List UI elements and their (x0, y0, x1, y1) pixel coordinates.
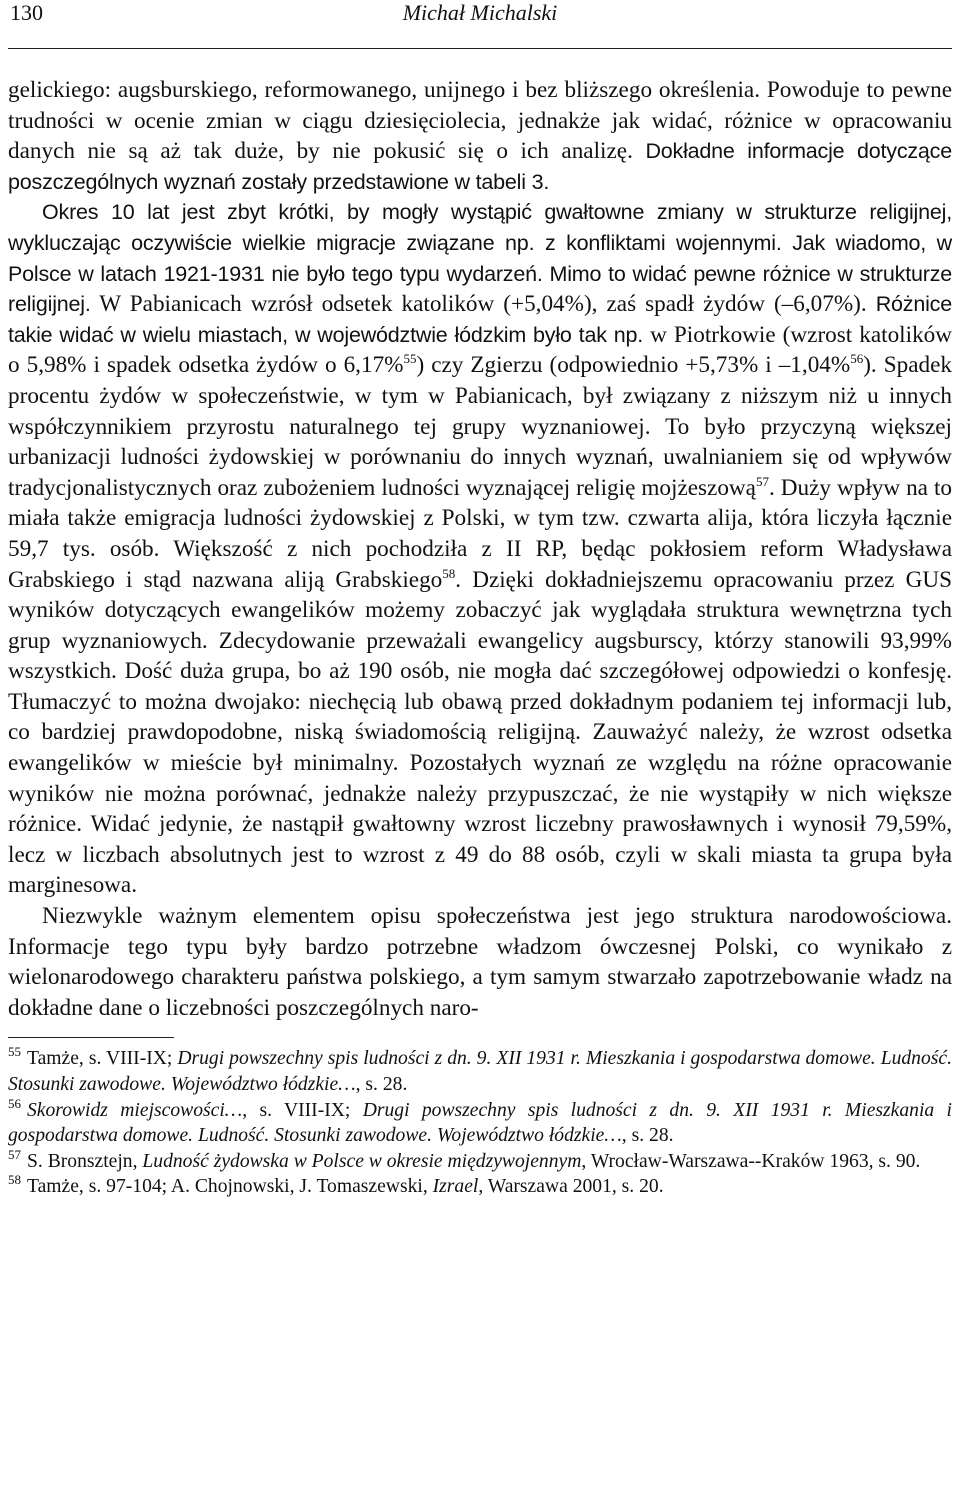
footnote-ref-56[interactable]: 56 (850, 351, 864, 367)
paragraph-2-text-g: . Duży wpływ na to miała także emigracja ludności żydowskiej z Polski, w tym tzw. czwarta alija, która liczyła łącznie 59,7 tys. osób. Większość z nich pochodziła z II RP, będąc pokłosiem reform Władysława Grabskiego i stąd nazwana aliją Grabskiego (8, 474, 952, 593)
paragraph-1 (8, 75, 952, 197)
footnote-text: , Warszawa 2001, s. 20. (478, 1176, 664, 1198)
footnote-mark: 55 (8, 1044, 21, 1060)
footnote-title: Drugi powszechny spis ludności z dn. 9. XII 1931 r. Mieszkania i gospodarstwa domowe. Ludność. Stosunki zawodowe. Województwo łódzkie… (8, 1099, 952, 1147)
footnote-title: Drugi powszechny spis ludności z dn. 9. XII 1931 r. Mieszkania i gospodarstwa domowe. Ludność. Stosunki zawodowe. Województwo łódzkie… (8, 1048, 952, 1095)
paragraph-3: Niezwykle ważnym elementem opisu społeczeństwa jest jego struktura narodowościowa. Informacje tego typu były bardzo potrzebne władzom ówczesnej Polski, co wynikało z wielonarodowego charakteru państwa polskiego, a tym samym stwarzało zapotrzebowanie władz na dokładne dane o liczebności poszczególnych naro- (8, 903, 952, 1021)
footnote-text: , s. 28. (355, 1074, 408, 1095)
footnote-title: Izrael (432, 1176, 479, 1198)
paragraph-2-text-d: w Piotrkowie (wzrost katolików o 5,98% i spadek odsetka żydów o 6,17% (8, 321, 952, 379)
footnote-ref-55[interactable]: 55 (403, 351, 417, 367)
footnote-mark: 56 (8, 1095, 21, 1111)
running-head-author: Michał Michalski (402, 0, 558, 25)
paragraph-1-text: gelickiego: augsburskiego, reformowanego, unijnego i bez bliższego określenia. Powoduje to pewne trudności w ocenie zmian w ciągu dziesięciolecia, jednakże jak widać, różnice w opracowaniu danych nie są aż tak duże, by nie pokusić się o ich analizę. (8, 77, 952, 165)
footnote-mark: 57 (8, 1146, 21, 1162)
footnote-text: , Wrocław-Warszawa--Kraków 1963, s. 90. (581, 1150, 921, 1172)
footnote-text: Tamże, s. VIII-IX; (27, 1048, 178, 1070)
paragraph-2-text-f: ). Spadek procentu żydów w społeczeństwie, w tym w Pabianicach, był związany z niższym niż u innych współczynnikiem przyrostu naturalnego tej grupy wyznaniowej. To było przyczyną większej urbanizacji ludności żydowskiej w porównaniu do innych wyznań, uwalnianiem się od wpływów tradycjonalistycznych oraz zubożeniem ludności wyznającej religię mojżeszową (8, 352, 952, 501)
footnote-mark: 58 (8, 1172, 21, 1188)
paragraph-2 (8, 197, 952, 901)
paragraph-2-text-h: . Dzięki dokładniejszemu opracowaniu przez GUS wyników dotyczących ewangelików możemy zobaczyć jak wyglądała struktura wewnętrzna tych grup wyznaniowych. Zdecydowanie przeważali ewangelicy augsburscy, którzy stanowili 93,99% wszystkich. Dość duża grupa, bo aż 190 osób, nie mogła dać szczegółowej odpowiedzi o konfesję. Tłumaczyć to można dwojako: niechęcią lub obawą przed dokładnym podaniem tej informacji lub, co bardziej prawdopodobne, niską świadomością religijną. Zauważyć należy, że wzrost odsetka ewangelików w mieście był minimalny. Pozostałych wyznań ze względu na różne opracowanie wyników nie można porównać, jednakże należy przypuszczać, że nie wystąpiły w nich większe różnice. Widać jedynie, że nastąpił gwałtowny wzrost liczebny prawosławnych i wynosił 79,59%, lecz w liczbach absolutnych jest to wzrost z 49 do 88 osób, czyli w skali miasta ta grupa była marginesowa. (8, 566, 952, 899)
main-text (8, 75, 952, 1023)
paragraph-1-sans-text: Dokładne informacje dotyczące poszczególnych wyznań zostały przedstawione w tabeli 3. (8, 139, 952, 194)
paragraph-2-text-b: W Pabianicach wzrósł odsetek katolików (+5,04%), zaś spadł żydów (–6,07%). (90, 291, 876, 318)
footnote-title: Skorowidz miejscowości… (27, 1099, 243, 1121)
footnote-55 (8, 1046, 952, 1097)
footnote-title: Ludność żydowska w Polsce w okresie międzywojennym (142, 1150, 582, 1172)
footnote-separator (8, 1037, 174, 1038)
paragraph-2-sans-text-c: Różnice takie widać w wielu miastach, w województwie łódzkim było tak np. (8, 292, 952, 347)
footnote-57 (8, 1146, 952, 1175)
footnote-ref-57[interactable]: 57 (755, 473, 769, 489)
footnote-text: , s. 28. (621, 1125, 674, 1147)
paragraph-2-sans-text: Okres 10 lat jest zbyt krótki, by mogły wystąpić gwałtowne zmiany w strukturze religijnej, wykluczając oczywiście wielkie migracje związane np. z konfliktami wojennymi. Jak wiadomo, w Polsce w latach 1921-1931 nie było tego typu wydarzeń. Mimo to widać pewne różnice w strukturze religijnej. (8, 200, 952, 317)
page-number: 130 (10, 0, 43, 25)
footnote-text: , s. VIII-IX; (242, 1099, 363, 1121)
footnote-text: S. Bronsztejn, (27, 1150, 143, 1172)
paragraph-2-text-e: ) czy Zgierzu (odpowiednio +5,73% i –1,04% (416, 352, 851, 379)
footnotes (8, 1046, 952, 1200)
page-header (8, 0, 952, 49)
footnote-58 (8, 1174, 952, 1200)
footnote-text: Tamże, s. 97-104; A. Chojnowski, J. Tomaszewski, (27, 1176, 433, 1198)
footnote-ref-58[interactable]: 58 (442, 565, 456, 581)
footnote-56 (8, 1095, 952, 1149)
